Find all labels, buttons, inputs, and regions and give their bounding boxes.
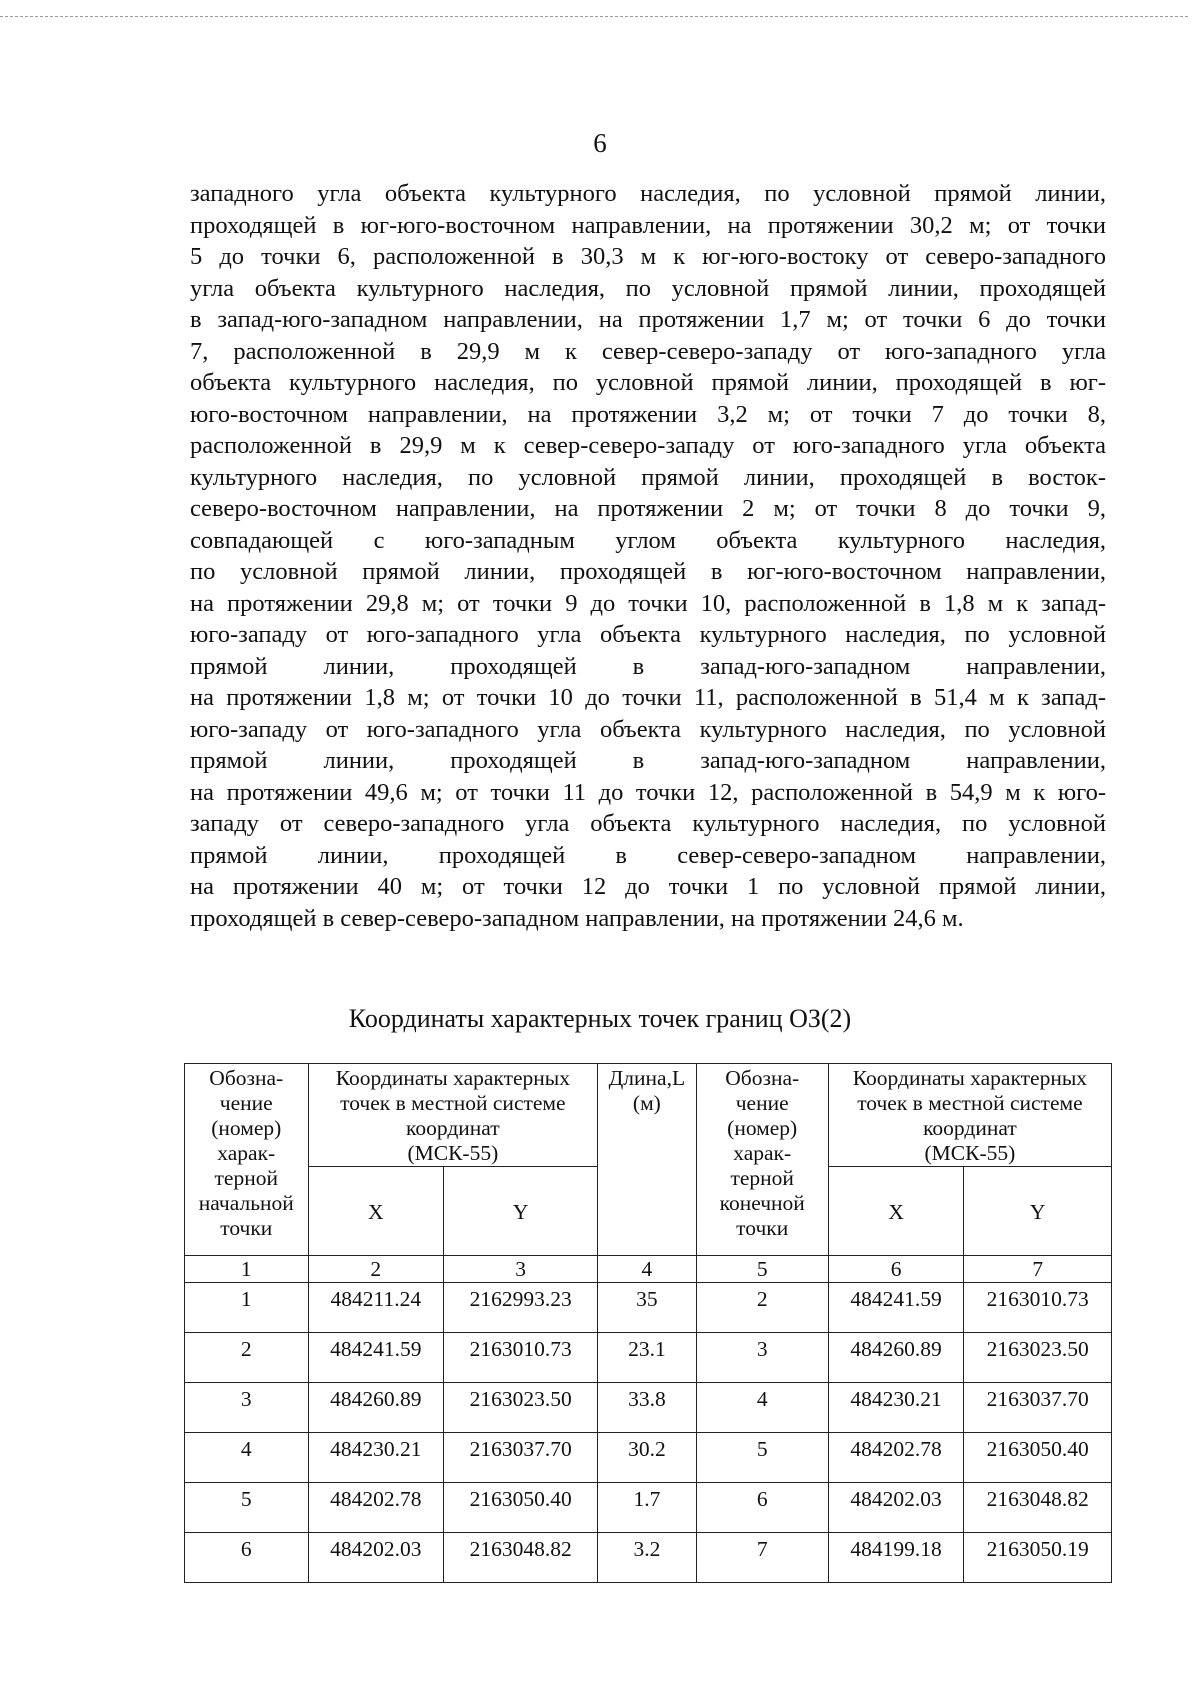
coordinates-table bbox=[184, 1063, 1112, 1583]
x-end-cell: 484230.21 bbox=[828, 1383, 964, 1433]
paragraph-line: угла объекта культурного наследия, по условной прямой линии, проходящей bbox=[190, 274, 1106, 302]
paragraph-line: по условной прямой линии, проходящей в юг-юго-восточном направлении, bbox=[190, 558, 1106, 585]
length-cell: 23.1 bbox=[598, 1333, 696, 1383]
paragraph-line: прямой линии, проходящей в север-северо-западном направлении, bbox=[190, 841, 1106, 869]
table-row bbox=[185, 1433, 1112, 1483]
y-end-cell: 2163048.82 bbox=[964, 1483, 1112, 1533]
start-point-cell: 6 bbox=[185, 1533, 309, 1583]
column-number: 7 bbox=[964, 1256, 1112, 1283]
table-body bbox=[185, 1256, 1112, 1583]
paragraph-line: юго-западу от юго-западного угла объекта культурного наследия, по условной bbox=[190, 715, 1106, 743]
scan-edge-line bbox=[0, 16, 1188, 17]
paragraph-line: объекта культурного наследия, по условной прямой линии, проходящей в юг- bbox=[190, 369, 1106, 396]
header-coords-start: Координаты характерных точек в местной системе координат (МСК-55) bbox=[308, 1064, 598, 1167]
header-x-start: X bbox=[308, 1167, 444, 1256]
y-start-cell: 2162993.23 bbox=[444, 1283, 598, 1333]
x-start-cell: 484211.24 bbox=[308, 1283, 444, 1333]
paragraph-line: северо-восточном направлении, на протяжении 2 м; от точки 8 до точки 9, bbox=[190, 495, 1106, 522]
header-start-point: Обозна- чение (номер) харак- терной начальной точки bbox=[185, 1064, 309, 1256]
paragraph-line: 5 до точки 6, расположенной в 30,3 м к юг-юго-востоку от северо-западного bbox=[190, 243, 1106, 270]
table-row bbox=[185, 1333, 1112, 1383]
start-point-cell: 4 bbox=[185, 1433, 309, 1483]
length-cell: 35 bbox=[598, 1283, 696, 1333]
paragraph-line: на протяжении 40 м; от точки 12 до точки 1 по условной прямой линии, bbox=[190, 873, 1106, 900]
x-end-cell: 484199.18 bbox=[828, 1533, 964, 1583]
length-cell: 33.8 bbox=[598, 1383, 696, 1433]
paragraph-line: культурного наследия, по условной прямой линии, проходящей в восток- bbox=[190, 463, 1106, 491]
end-point-cell: 6 bbox=[696, 1483, 828, 1533]
length-cell: 1.7 bbox=[598, 1483, 696, 1533]
column-number: 4 bbox=[598, 1256, 696, 1283]
paragraph-line: юго-восточном направлении, на протяжении 3,2 м; от точки 7 до точки 8, bbox=[190, 400, 1106, 428]
x-start-cell: 484202.78 bbox=[308, 1483, 444, 1533]
y-start-cell: 2163010.73 bbox=[444, 1333, 598, 1383]
end-point-cell: 5 bbox=[696, 1433, 828, 1483]
end-point-cell: 3 bbox=[696, 1333, 828, 1383]
paragraph-line: на протяжении 49,6 м; от точки 11 до точки 12, расположенной в 54,9 м к юго- bbox=[190, 778, 1106, 806]
x-start-cell: 484202.03 bbox=[308, 1533, 444, 1583]
x-end-cell: 484202.78 bbox=[828, 1433, 964, 1483]
start-point-cell: 3 bbox=[185, 1383, 309, 1433]
y-end-cell: 2163037.70 bbox=[964, 1383, 1112, 1433]
paragraph-line: 7, расположенной в 29,9 м к север-северо-западу от юго-западного угла bbox=[190, 337, 1106, 365]
end-point-cell: 7 bbox=[696, 1533, 828, 1583]
paragraph-line: проходящей в север-северо-западном направлении, на протяжении 24,6 м. bbox=[190, 904, 964, 932]
table-caption: Координаты характерных точек границ ОЗ(2) bbox=[348, 1004, 852, 1033]
paragraph-line: западу от северо-западного угла объекта культурного наследия, по условной bbox=[190, 810, 1106, 837]
column-number-row bbox=[185, 1256, 1112, 1283]
paragraph-line: прямой линии, проходящей в запад-юго-западном направлении, bbox=[190, 652, 1106, 680]
header-end-point: Обозна- чение (номер) харак- терной конечной точки bbox=[696, 1064, 828, 1256]
paragraph-line: в запад-юго-западном направлении, на протяжении 1,7 м; от точки 6 до точки bbox=[190, 306, 1106, 333]
y-end-cell: 2163010.73 bbox=[964, 1283, 1112, 1333]
paragraph-line: проходящей в юг-юго-восточном направлении, на протяжении 30,2 м; от точки bbox=[190, 211, 1106, 239]
x-end-cell: 484202.03 bbox=[828, 1483, 964, 1533]
column-number: 5 bbox=[696, 1256, 828, 1283]
body-paragraph bbox=[190, 178, 1106, 934]
y-start-cell: 2163050.40 bbox=[444, 1483, 598, 1533]
x-start-cell: 484260.89 bbox=[308, 1383, 444, 1433]
header-coords-end: Координаты характерных точек в местной системе координат (МСК-55) bbox=[828, 1064, 1111, 1167]
x-end-cell: 484241.59 bbox=[828, 1283, 964, 1333]
paragraph-line: юго-западу от юго-западного угла объекта культурного наследия, по условной bbox=[190, 621, 1106, 648]
length-cell: 3.2 bbox=[598, 1533, 696, 1583]
length-cell: 30.2 bbox=[598, 1433, 696, 1483]
table-row bbox=[185, 1383, 1112, 1433]
y-start-cell: 2163048.82 bbox=[444, 1533, 598, 1583]
y-end-cell: 2163050.40 bbox=[964, 1433, 1112, 1483]
x-start-cell: 484241.59 bbox=[308, 1333, 444, 1383]
end-point-cell: 4 bbox=[696, 1383, 828, 1433]
paragraph-line: совпадающей с юго-западным углом объекта культурного наследия, bbox=[190, 526, 1106, 554]
header-length: Длина,L (м) bbox=[598, 1064, 696, 1256]
y-end-cell: 2163023.50 bbox=[964, 1333, 1112, 1383]
paragraph-line: на протяжении 29,8 м; от точки 9 до точки 10, расположенной в 1,8 м к запад- bbox=[190, 589, 1106, 617]
x-start-cell: 484230.21 bbox=[308, 1433, 444, 1483]
paragraph-line: расположенной в 29,9 м к север-северо-западу от юго-западного угла объекта bbox=[190, 432, 1106, 459]
column-number: 1 bbox=[185, 1256, 309, 1283]
start-point-cell: 1 bbox=[185, 1283, 309, 1333]
table-row bbox=[185, 1533, 1112, 1583]
paragraph-line: прямой линии, проходящей в запад-юго-западном направлении, bbox=[190, 747, 1106, 774]
start-point-cell: 5 bbox=[185, 1483, 309, 1533]
header-y-end: Y bbox=[964, 1167, 1112, 1256]
x-end-cell: 484260.89 bbox=[828, 1333, 964, 1383]
paragraph-line: на протяжении 1,8 м; от точки 10 до точки 11, расположенной в 51,4 м к запад- bbox=[190, 684, 1106, 711]
y-start-cell: 2163037.70 bbox=[444, 1433, 598, 1483]
table-row bbox=[185, 1483, 1112, 1533]
header-x-end: X bbox=[828, 1167, 964, 1256]
column-number: 3 bbox=[444, 1256, 598, 1283]
header-y-start: Y bbox=[444, 1167, 598, 1256]
start-point-cell: 2 bbox=[185, 1333, 309, 1383]
paragraph-line: западного угла объекта культурного наследия, по условной прямой линии, bbox=[190, 180, 1106, 207]
page-number: 6 bbox=[593, 128, 607, 158]
column-number: 2 bbox=[308, 1256, 444, 1283]
column-number: 6 bbox=[828, 1256, 964, 1283]
y-start-cell: 2163023.50 bbox=[444, 1383, 598, 1433]
end-point-cell: 2 bbox=[696, 1283, 828, 1333]
table-row bbox=[185, 1283, 1112, 1333]
y-end-cell: 2163050.19 bbox=[964, 1533, 1112, 1583]
